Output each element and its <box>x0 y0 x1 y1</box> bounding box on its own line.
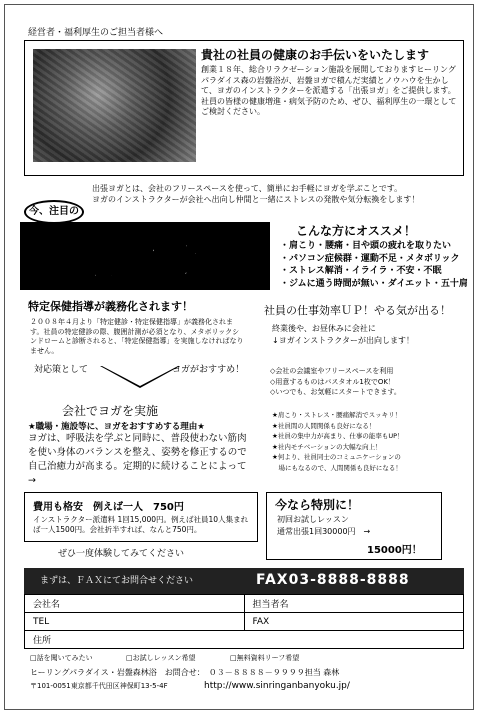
footer-url[interactable]: http://www.sinringanbanyoku.jp/ <box>204 681 350 691</box>
footer-address: 〒101-0051東京都千代田区神保町13-5-4F <box>30 682 168 690</box>
why-heading: 会社でヨガを実施 <box>62 404 159 418</box>
fax-label: FAX <box>252 616 270 627</box>
checkbox-brochure[interactable]: □無料資料リーフ希望 <box>230 654 300 662</box>
person-field[interactable] <box>244 595 464 613</box>
conditions-list <box>270 366 401 398</box>
recommend-item: ・ジムに通う時間が無い・ダイエット・五十肩 <box>280 278 468 289</box>
recommend-item: ・肩こり・腰痛・目や頭の疲れを取りたい <box>280 241 452 251</box>
benefits-list <box>272 410 404 473</box>
efficiency-line-2: ↓ヨガインストラクターが出向します！ <box>272 336 415 345</box>
desc-line-1: 出張ヨガとは、会社のフリースペースを使って、簡単にお手軽にヨガを学ぶことです。 <box>92 184 403 193</box>
desc-line-2: ヨガのインストラクターが会社へ出向し仲間と一緒にストレスの発散や気分転換をします！ <box>92 195 420 204</box>
cta-line: ぜひ一度体験してみてください <box>58 549 185 559</box>
intro-box <box>24 40 464 176</box>
company-label: 会社名 <box>33 600 61 610</box>
special-line-2: 通常出張1回30000円 → <box>277 527 371 536</box>
recommend-heading: こんな方にオススメ！ <box>296 224 416 238</box>
fax-field[interactable] <box>244 613 464 631</box>
footer-contact: ヒーリングパラダイス・岩盤森林浴 お問合せ： ０３－８８８８－９９９９担当 森林 <box>30 668 340 677</box>
banner-kicker: 今、注目の <box>24 200 84 224</box>
banner-title: 出張ヨガ <box>30 236 210 285</box>
law-heading: 特定保健指導が義務化されます！ <box>28 300 193 313</box>
benefit-item: 場にもなるので、人間関係も良好になる！ <box>272 463 402 472</box>
checkbox-trial[interactable]: □お試しレッスン希望 <box>126 654 196 662</box>
law-body: ２００８年４月より「特定健診・特定保健指導」が義務化されます。社員の特定健診の際、腹囲計測が必須となり、メタボリックシンドロームと診断されると、「特定保健指導」を実施しなければなりません。 <box>30 318 244 355</box>
address-field[interactable] <box>25 631 464 649</box>
fax-form <box>24 594 464 649</box>
special-box <box>266 492 442 560</box>
efficiency-line-1: 終業後や、お昼休みに会社に <box>272 324 376 333</box>
why-body: ヨガは、呼吸法を学ぶと同時に、普段使わない筋肉を使い身体のバランスを整え、姿勢を修正するので自己治癒力が高まる。定期的に続けることによって→ <box>28 433 247 486</box>
fax-number: FAX03-8888-8888 <box>256 572 410 588</box>
address-label: 住所 <box>33 636 52 646</box>
special-heading: 今なら特別に！ <box>275 498 360 512</box>
benefit-item: ★社員間の人間関係も良好になる！ <box>272 421 376 430</box>
condition-item: ◇いつでも、お気軽にスタートできます。 <box>270 388 401 396</box>
tel-label: TEL <box>33 616 50 627</box>
law-measure-a: 対応策として <box>34 365 89 375</box>
recommend-item: ・ストレス解消・イライラ・不安・不眠 <box>280 266 442 276</box>
special-line-1: 初回お試しレッスン <box>277 515 349 524</box>
down-arrow-icon <box>100 366 180 388</box>
price-heading: 費用も格安 例えば一人 750円 <box>33 502 184 513</box>
special-price: 15000円！ <box>367 545 422 556</box>
benefit-item: ★肩こり・ストレス・腰痛解消でスッキリ！ <box>272 411 402 419</box>
law-measure-b: ヨガがおすすめ！ <box>172 365 245 375</box>
price-body: インストラクター派遣料 1回15,000円。例えば社員10人集まれば一人1500円。会社折半すれば、なんと750円。 <box>33 515 249 534</box>
recipient-line: 経営者・福利厚生のご担当者様へ <box>28 28 164 38</box>
price-box <box>24 492 258 542</box>
person-label: 担当者名 <box>252 600 289 610</box>
condition-item: ◇会社の会議室やフリースペースを利用 <box>270 367 394 375</box>
efficiency-heading: 社員の仕事効率ＵＰ！やる気が出る！ <box>264 304 451 317</box>
condition-item: ◇用意するものはバスタオル1枚でOK！ <box>270 377 395 386</box>
fax-banner <box>24 568 464 594</box>
company-field[interactable] <box>25 595 245 613</box>
benefit-item: ★社内モチベーションの大幅な向上！ <box>272 442 382 451</box>
recommend-list <box>280 240 468 290</box>
benefit-item: ★何より、社員同士のコミュニケーションの <box>272 453 401 461</box>
intro-title: 貴社の社員の健康のお手伝いをいたします <box>201 48 430 62</box>
yoga-photo <box>33 49 196 162</box>
fax-lead: まずは、ＦＡＸにてお問合せください <box>40 576 194 586</box>
banner-block <box>20 222 270 290</box>
recommend-item: ・パソコン症候群・運動不足・メタボリック <box>280 253 460 264</box>
tel-field[interactable] <box>25 613 245 631</box>
why-subheading: ★職場・施設等に、ヨガをおすすめする理由★ <box>28 422 205 432</box>
intro-body: 創業１８年、総合リラクゼーション施設を展開しておりますヒーリングパラダイス森の岩盤浴が、岩盤ヨガで積んだ実績とノウハウを生かして、ヨガのインストラクターを派遣する「出張ヨガ」をご提供します。社員の皆様の健康増進・病気予防のため、ぜひ、福利厚生の一環としてご検討ください。 <box>201 65 457 116</box>
benefit-item: ★社員の集中力が高まり、仕事の能率もUP！ <box>272 432 404 440</box>
checkbox-talk[interactable]: □話を聞いてみたい <box>30 654 93 662</box>
